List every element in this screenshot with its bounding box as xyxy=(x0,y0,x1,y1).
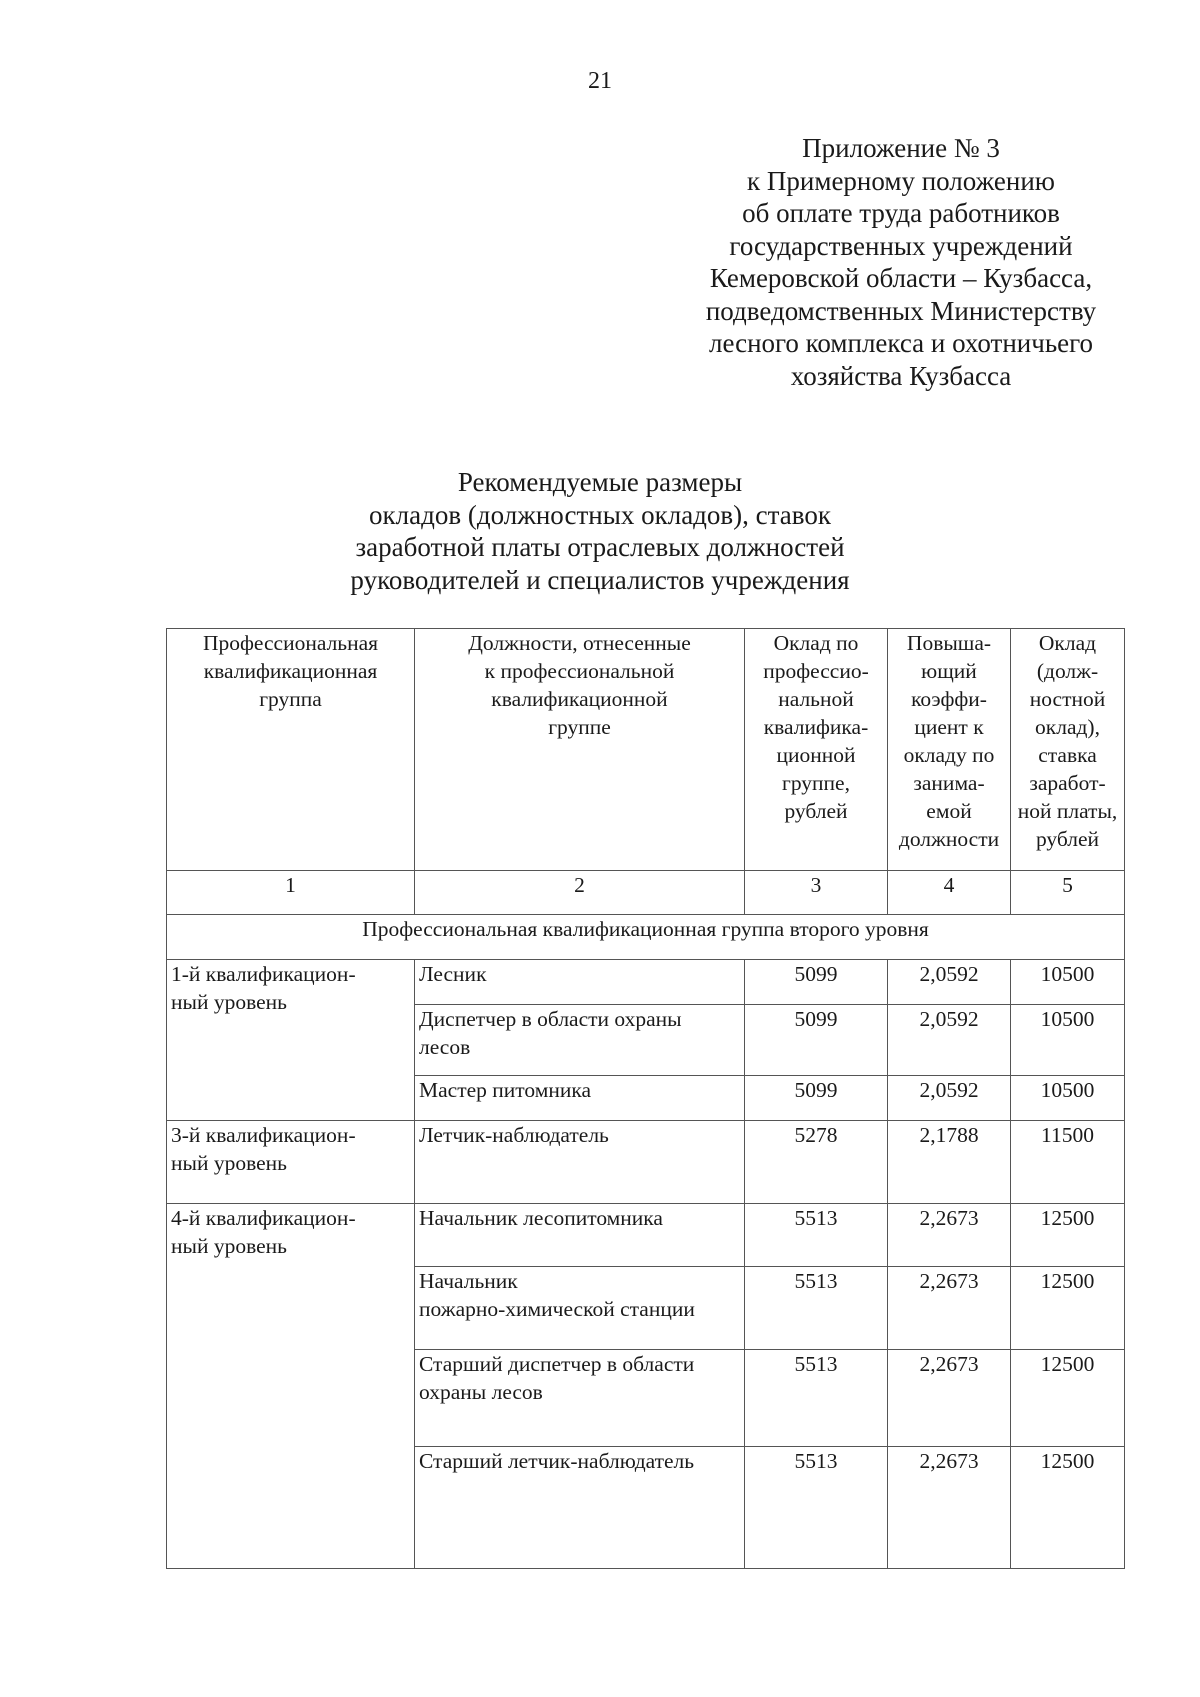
position-cell xyxy=(415,1121,745,1204)
table-row xyxy=(167,1204,1125,1267)
salary-cell: 5513 xyxy=(745,1204,888,1267)
level-name-line: ный уровень xyxy=(171,990,287,1014)
group-title-row xyxy=(167,915,1125,960)
position-line: Мастер питомника xyxy=(419,1078,592,1102)
group-title: Профессиональная квалификационная группа второго уровня xyxy=(167,915,1125,960)
title-line: заработной платы отраслевых должностей xyxy=(355,532,845,562)
header-line: к профессиональной xyxy=(484,659,675,683)
appendix-line: об оплате труда работников xyxy=(742,198,1060,228)
total-cell: 10500 xyxy=(1011,1005,1125,1076)
level-name-line: 1-й квалификацион- xyxy=(171,962,356,986)
header-line: рублей xyxy=(1035,827,1100,851)
header-line: Профессиональная xyxy=(202,631,379,655)
coefficient-cell: 2,0592 xyxy=(888,1005,1011,1076)
salary-cell: 5099 xyxy=(745,1005,888,1076)
header-line: группа xyxy=(259,687,322,711)
salary-cell: 5278 xyxy=(745,1121,888,1204)
position-line: Летчик-наблюдатель xyxy=(419,1123,609,1147)
position-line: Начальник xyxy=(419,1269,518,1293)
header-line: оклад), xyxy=(1035,715,1100,739)
coefficient-cell: 2,0592 xyxy=(888,960,1011,1005)
appendix-line: к Примерному положению xyxy=(747,165,1055,196)
header-line: ной платы, xyxy=(1017,799,1118,823)
header-line: окладу по xyxy=(903,743,995,767)
header-line: Повыша- xyxy=(906,631,992,655)
position-line: пожарно-химической станции xyxy=(419,1297,695,1321)
header-line: квалификационной xyxy=(491,687,668,711)
header-line: профессио- xyxy=(763,659,869,683)
appendix-line: Кемеровской области – Кузбасса, xyxy=(709,263,1093,293)
header-line: Должности, отнесенные xyxy=(468,631,691,655)
header-cell-total-salary xyxy=(1011,629,1125,871)
column-number-row xyxy=(167,871,1125,915)
level-name-cell xyxy=(167,1204,415,1569)
coefficient-cell: 2,2673 xyxy=(888,1204,1011,1267)
level-name-line: 3-й квалификацион- xyxy=(171,1123,356,1147)
coefficient-cell: 2,2673 xyxy=(888,1267,1011,1350)
table-row xyxy=(167,1121,1125,1204)
coefficient-cell: 2,2673 xyxy=(888,1350,1011,1447)
position-cell xyxy=(415,1204,745,1267)
salary-cell: 5513 xyxy=(745,1350,888,1447)
header-line: емой xyxy=(926,799,972,823)
position-cell xyxy=(415,1076,745,1121)
coefficient-cell: 2,1788 xyxy=(888,1121,1011,1204)
column-number: 5 xyxy=(1011,871,1125,915)
title-line: Рекомендуемые размеры xyxy=(457,467,743,497)
total-cell: 12500 xyxy=(1011,1204,1125,1267)
position-line: лесов xyxy=(419,1035,471,1059)
position-cell xyxy=(415,1447,745,1569)
header-cell-base-salary xyxy=(745,629,888,871)
salary-cell: 5513 xyxy=(745,1267,888,1350)
header-cell-positions xyxy=(415,629,745,871)
position-line: Старший летчик-наблюдатель xyxy=(419,1449,695,1473)
coefficient-cell: 2,0592 xyxy=(888,1076,1011,1121)
title-line: окладов (должностных окладов), ставок xyxy=(369,499,831,530)
header-cell-group xyxy=(167,629,415,871)
level-name-cell xyxy=(167,1121,415,1204)
header-line: квалифика- xyxy=(763,715,869,739)
position-line: Начальник лесопитомника xyxy=(419,1206,663,1230)
level-name-line: 4-й квалификацион- xyxy=(171,1206,356,1230)
total-cell: 12500 xyxy=(1011,1267,1125,1350)
header-line: ционной xyxy=(776,743,856,767)
table-header-row xyxy=(167,629,1125,871)
header-line: коэффи- xyxy=(911,687,987,711)
header-line: циент к xyxy=(914,715,984,739)
header-line: квалификационная xyxy=(203,659,378,683)
salary-table xyxy=(166,628,1125,1569)
appendix-line: лесного комплекса и охотничьего xyxy=(708,328,1094,358)
salary-cell: 5099 xyxy=(745,960,888,1005)
level-name-line: ный уровень xyxy=(171,1151,287,1175)
appendix-line: подведомственных Министерству xyxy=(705,295,1097,326)
total-cell: 11500 xyxy=(1011,1121,1125,1204)
total-cell: 10500 xyxy=(1011,960,1125,1005)
header-line: занима- xyxy=(913,771,985,795)
position-line: охраны лесов xyxy=(419,1380,543,1404)
level-name-cell xyxy=(167,960,415,1121)
salary-cell: 5099 xyxy=(745,1076,888,1121)
header-line: должности xyxy=(898,827,1000,851)
appendix-line: Приложение № 3 xyxy=(802,133,1000,163)
header-cell-coefficient xyxy=(888,629,1011,871)
header-line: нальной xyxy=(778,687,854,711)
total-cell: 12500 xyxy=(1011,1447,1125,1569)
column-number: 1 xyxy=(167,871,415,915)
position-line: Диспетчер в области охраны xyxy=(419,1007,682,1031)
position-line: Старший диспетчер в области xyxy=(419,1352,695,1376)
header-line: рублей xyxy=(784,799,848,823)
header-line: Оклад по xyxy=(773,631,859,655)
header-line: группе, xyxy=(782,771,850,795)
header-line: ющий xyxy=(921,659,977,683)
table-row xyxy=(167,960,1125,1005)
header-line: (долж- xyxy=(1036,659,1099,683)
header-line: заработ- xyxy=(1029,771,1106,795)
salary-cell: 5513 xyxy=(745,1447,888,1569)
position-line: Лесник xyxy=(419,962,487,986)
position-cell xyxy=(415,1267,745,1350)
appendix-header xyxy=(658,132,1144,392)
appendix-line: государственных учреждений xyxy=(729,230,1073,261)
column-number: 4 xyxy=(888,871,1011,915)
position-cell xyxy=(415,960,745,1005)
appendix-line: хозяйства Кузбасса xyxy=(790,360,1012,391)
document-title xyxy=(0,466,1200,596)
header-line: ставка xyxy=(1038,743,1097,767)
header-line: Оклад xyxy=(1038,631,1097,655)
total-cell: 12500 xyxy=(1011,1350,1125,1447)
column-number: 3 xyxy=(745,871,888,915)
title-line: руководителей и специалистов учреждения xyxy=(350,564,850,595)
level-name-line: ный уровень xyxy=(171,1234,287,1258)
total-cell: 10500 xyxy=(1011,1076,1125,1121)
page-number: 21 xyxy=(588,68,612,94)
position-cell xyxy=(415,1350,745,1447)
position-cell xyxy=(415,1005,745,1076)
header-line: группе xyxy=(548,715,611,739)
column-number: 2 xyxy=(415,871,745,915)
coefficient-cell: 2,2673 xyxy=(888,1447,1011,1569)
header-line: ностной xyxy=(1029,687,1106,711)
